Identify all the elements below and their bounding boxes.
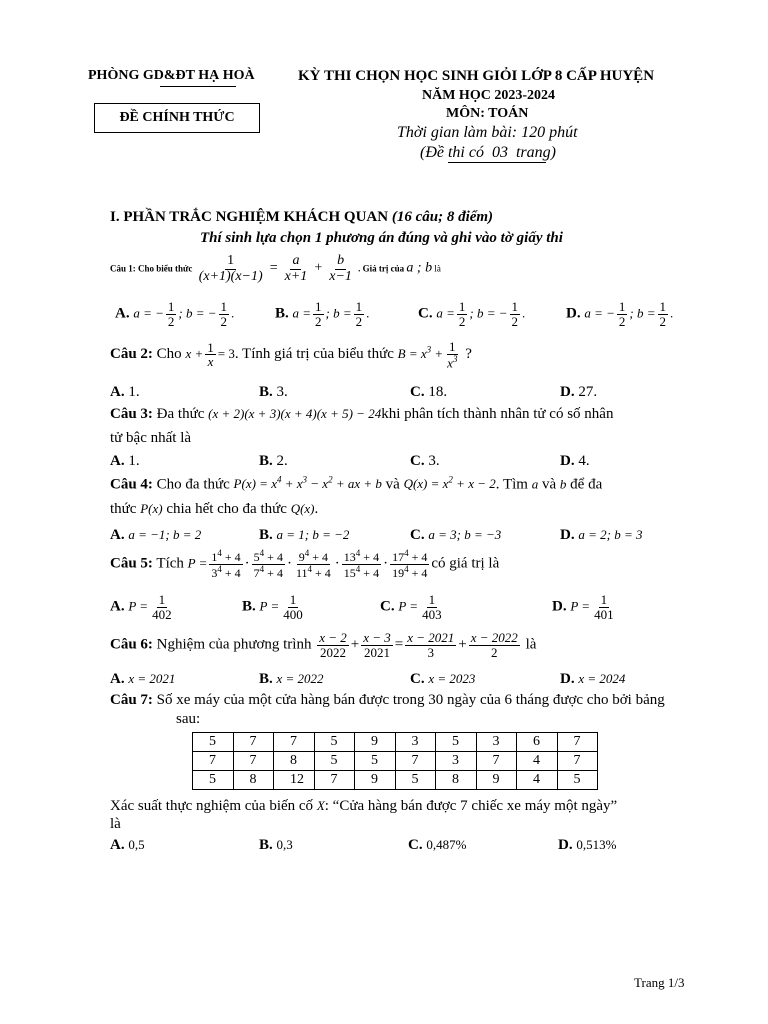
q5-option-a: A. P = $\frac{1}{402}$ <box>110 592 172 622</box>
table-cell: 7 <box>274 733 315 752</box>
q1-option-a: A. a = − $\frac{1}{2}$ ; b = − $\frac{1}{2}$ . <box>115 299 235 329</box>
table-cell: 5 <box>355 752 396 771</box>
school-year: NĂM HỌC 2023-2024 <box>422 88 555 103</box>
table-cell: 3 <box>436 752 477 771</box>
page-number: Trang 1/3 <box>634 975 685 990</box>
q6-option-d: D. x = 2024 <box>560 671 626 687</box>
q5-option-c: C. P = $\frac{1}{403}$ <box>380 592 442 622</box>
table-cell: 5 <box>436 733 477 752</box>
q2-option-d: D. 27. <box>560 384 598 400</box>
table-cell: 9 <box>476 771 517 790</box>
table-cell: 7 <box>314 771 355 790</box>
subject: MÔN: TOÁN <box>446 106 529 121</box>
q3-option-c: C. 3. <box>410 453 440 469</box>
table-cell: 5 <box>395 771 436 790</box>
q7-option-d: D. 0,513% <box>558 837 617 853</box>
table-cell: 7 <box>233 752 274 771</box>
table-cell: 9 <box>355 733 396 752</box>
table-cell: 8 <box>274 752 315 771</box>
q6-option-b: B. x = 2022 <box>259 671 324 687</box>
official-label: ĐỀ CHÍNH THỨC <box>94 103 260 133</box>
q6-option-c: C. x = 2023 <box>410 671 476 687</box>
q5-option-d: D. P = $\frac{1}{401}$ <box>552 592 614 622</box>
q3-option-d: D. 4. <box>560 453 590 469</box>
q3-option-a: A. 1. <box>110 453 140 469</box>
q1-option-d: D. a = − $\frac{1}{2}$ ; b = $\frac{1}{2}$ . <box>566 299 674 329</box>
question-7-event: Xác suất thực nghiệm của biến cố X: “Cửa hàng bán được 7 chiếc xe máy một ngày” <box>110 798 618 814</box>
q4-option-b: B. a = 1; b = −2 <box>259 527 350 543</box>
table-row <box>193 752 598 771</box>
q4-option-d: D. a = 2; b = 3 <box>560 527 643 543</box>
table-cell: 7 <box>233 733 274 752</box>
pages-note: (Đề thi có 03 trang) <box>420 144 556 161</box>
q1-option-c: C. a = $\frac{1}{2}$ ; b = − $\frac{1}{2}$ . <box>418 299 526 329</box>
exam-time: Thời gian làm bài: 120 phút <box>397 124 578 141</box>
question-7-cont: sau: <box>176 711 201 727</box>
q3-option-b: B. 2. <box>259 453 288 469</box>
table-cell: 8 <box>436 771 477 790</box>
q2-option-c: C. 18. <box>410 384 448 400</box>
table-cell: 3 <box>395 733 436 752</box>
question-6: Câu 6: Nghiệm của phương trình $\frac{x - 2}{2022}$ + $\frac{x - 3}{2021}$ = $\frac{x - 2021}{3}$ + $\frac{x - 2022}{2}$ là <box>110 630 537 660</box>
table-cell: 7 <box>395 752 436 771</box>
q4-option-a: A. a = −1; b = 2 <box>110 527 202 543</box>
question-3: Câu 3: Đa thức (x + 2)(x + 3)(x + 4)(x + 5) − 24khi phân tích thành nhân tử có số nhân <box>110 406 614 422</box>
table-cell: 5 <box>557 771 598 790</box>
q5-option-b: B. P = $\frac{1}{400}$ <box>242 592 303 622</box>
question-5: Câu 5: Tích P = $\frac{1^4 + 4}{3^4 + 4}$ · $\frac{5^4 + 4}{7^4 + 4}$ · $\frac{9^4 + 4}{11^4 + 4}$ · $\frac{13^4 + 4}{15^4 + 4}$ · $\frac{17^4 + 4}{19^4 + 4}$ có giá trị là <box>110 548 500 580</box>
department-name: PHÒNG GD&ĐT HẠ HOÀ <box>88 68 255 83</box>
q7-option-c: C. 0,487% <box>408 837 467 853</box>
table-cell: 7 <box>557 733 598 752</box>
question-2: Câu 2: Cho x + $\frac{1}{x}$ = 3. Tính giá trị của biểu thức $B = x^3$ + $\frac{1}{x^3}$ ? <box>110 339 472 370</box>
q2-option-b: B. 3. <box>259 384 288 400</box>
table-cell: 7 <box>193 752 234 771</box>
table-cell: 5 <box>193 733 234 752</box>
sales-table <box>192 732 598 790</box>
pages-underline <box>448 162 546 163</box>
department-underline <box>160 86 236 87</box>
q7-option-a: A. 0,5 <box>110 837 145 853</box>
question-7: Câu 7: Số xe máy của một cửa hàng bán được trong 30 ngày của 6 tháng được cho bởi bảng <box>110 692 665 708</box>
table-cell: 9 <box>355 771 396 790</box>
q6-option-a: A. x = 2021 <box>110 671 176 687</box>
q1-option-b: B. a = $\frac{1}{2}$ ; b = $\frac{1}{2}$ . <box>275 299 370 329</box>
q7-option-b: B. 0,3 <box>259 837 293 853</box>
table-cell: 4 <box>517 771 558 790</box>
section-instruction: Thí sinh lựa chọn 1 phương án đúng và ghi vào tờ giấy thi <box>200 230 563 246</box>
table-cell: 5 <box>314 733 355 752</box>
table-cell: 6 <box>517 733 558 752</box>
q2-option-a: A. 1. <box>110 384 140 400</box>
table-cell: 3 <box>476 733 517 752</box>
table-cell: 7 <box>476 752 517 771</box>
question-1: Câu 1: Cho biểu thức $\frac{1}{(x+1)(x-1)}$ = $\frac{a}{x+1}$ + $\frac{b}{x-1}$ . Giá trị của a ; b là <box>110 253 441 284</box>
question-3-cont: tử bậc nhất là <box>110 430 192 446</box>
table-cell: 4 <box>517 752 558 771</box>
question-4: Câu 4: Cho đa thức $P(x) = x^4 + x^3 - x^2$ + ax + b và $Q(x) = x^2 + x - 2$. Tìm a và b để đa <box>110 475 603 493</box>
table-cell: 8 <box>233 771 274 790</box>
exam-title: KỲ THI CHỌN HỌC SINH GIỎI LỚP 8 CẤP HUYỆN <box>298 68 655 84</box>
question-4-cont: thức P(x) chia hết cho đa thức Q(x). <box>110 501 319 517</box>
table-cell: 5 <box>193 771 234 790</box>
q4-option-c: C. a = 3; b = −3 <box>410 527 502 543</box>
table-cell: 7 <box>557 752 598 771</box>
table-cell: 12 <box>274 771 315 790</box>
section-title: I. PHẦN TRẮC NGHIỆM KHÁCH QUAN (16 câu; 8 điểm) <box>110 209 494 225</box>
question-7-end: là <box>110 816 121 832</box>
table-cell: 5 <box>314 752 355 771</box>
table-row <box>193 733 598 752</box>
table-row <box>193 771 598 790</box>
